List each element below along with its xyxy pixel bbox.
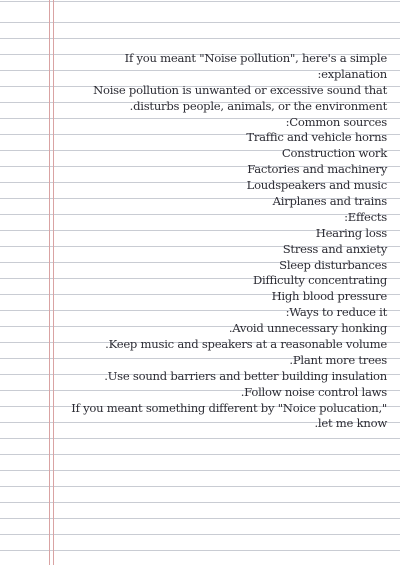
note-line: :Effects — [344, 209, 387, 224]
note-line: .Avoid unnecessary honking — [228, 321, 387, 336]
margin-line-inner — [53, 0, 54, 565]
note-line: If you meant "Noise pollution", here's a simple — [124, 51, 387, 65]
note-line: :Common sources — [285, 114, 387, 129]
margin-line — [49, 0, 50, 565]
note-line: Factories and machinery — [247, 162, 387, 177]
note-line: .Use sound barriers and better building insulation — [104, 368, 387, 383]
note-line: Sleep disturbances — [279, 257, 387, 272]
note-line: Stress and anxiety — [282, 241, 387, 256]
note-line: Traffic and vehicle horns — [246, 130, 387, 145]
note-line: :explanation — [317, 66, 387, 81]
note-line: :Ways to reduce it — [285, 305, 387, 320]
note-line: .Plant more trees — [289, 352, 387, 367]
note-line: Difficulty concentrating — [253, 273, 387, 288]
note-text-block — [60, 51, 387, 432]
note-line: If you meant something different by "Noice polucation," — [71, 400, 387, 415]
note-line: High blood pressure — [271, 289, 387, 304]
note-line: .Follow noise control laws — [240, 384, 387, 399]
note-line: Noise pollution is unwanted or excessive sound that — [93, 82, 387, 97]
note-line: Construction work — [281, 146, 387, 161]
note-line: Loudspeakers and music — [246, 178, 387, 193]
note-line: Airplanes and trains — [272, 194, 387, 209]
note-line: .let me know — [314, 416, 387, 431]
note-line: .disturbs people, animals, or the environment — [129, 98, 387, 113]
note-line: Hearing loss — [315, 225, 387, 240]
note-line: .Keep music and speakers at a reasonable volume — [105, 337, 387, 352]
